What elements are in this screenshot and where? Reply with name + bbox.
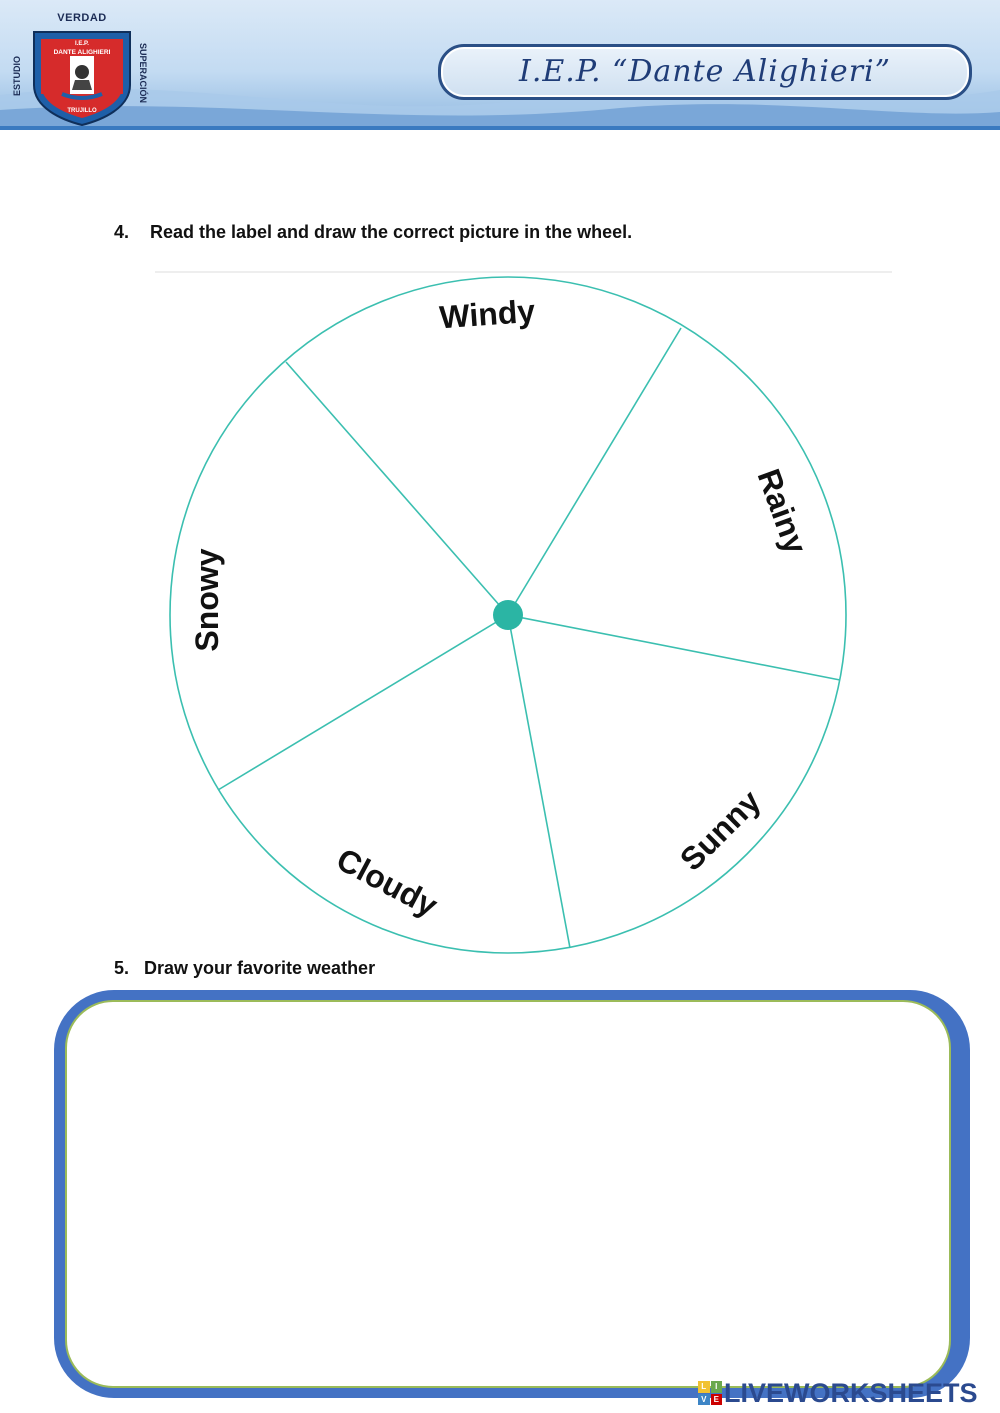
question-4-number: 4.: [114, 222, 130, 242]
wheel-label-windy: Windy: [438, 292, 537, 336]
school-title-banner: [438, 44, 972, 100]
header-banner: [0, 0, 1000, 130]
question-4: [114, 222, 632, 243]
crest-top-motto: VERDAD: [57, 12, 107, 24]
crest-city-text: TRUJILLO: [67, 108, 97, 114]
school-crest: [12, 8, 152, 126]
crest-iep-text: I.E.P.: [75, 41, 89, 47]
wheel-hub: [493, 600, 523, 630]
liveworksheets-wordmark: LIVEWORKSHEETS: [724, 1377, 978, 1408]
divider-cloudy-snowy: [218, 615, 508, 790]
crest-right-motto: SUPERACIÓN: [138, 42, 148, 103]
liveworksheets-brand[interactable]: [698, 1378, 978, 1408]
wheel-label-snowy: Snowy: [189, 548, 225, 652]
question-5-number: 5.: [114, 958, 130, 978]
divider-sunny-cloudy: [508, 615, 570, 948]
header-bottom-stripe: [0, 126, 1000, 130]
wheel-label-rainy: Rainy: [750, 464, 815, 559]
crest-left-motto: ESTUDIO: [12, 56, 22, 97]
logo-tile-e: E: [711, 1394, 723, 1406]
wheel-label-sunny: Sunny: [672, 782, 768, 878]
logo-tile-l: L: [698, 1381, 710, 1393]
question-5-text: Draw your favorite weather: [144, 958, 376, 978]
wheel-label-cloudy: Cloudy: [330, 840, 444, 924]
divider-rainy-sunny: [508, 615, 840, 680]
question-5: [114, 958, 375, 979]
divider-snowy-windy: [286, 362, 508, 615]
question-4-text: Read the label and draw the correct picture in the wheel.: [150, 222, 633, 242]
liveworksheets-logo-icon: [698, 1381, 722, 1405]
crest-name-text: DANTE ALIGHIERI: [53, 49, 111, 56]
divider-windy-rainy: [508, 328, 681, 615]
school-title: I.E.P. “Dante Alighieri”: [519, 54, 891, 89]
logo-tile-i: I: [711, 1381, 723, 1393]
drawing-area[interactable]: [65, 1000, 951, 1388]
weather-wheel: [160, 270, 860, 970]
logo-tile-v: V: [698, 1394, 710, 1406]
